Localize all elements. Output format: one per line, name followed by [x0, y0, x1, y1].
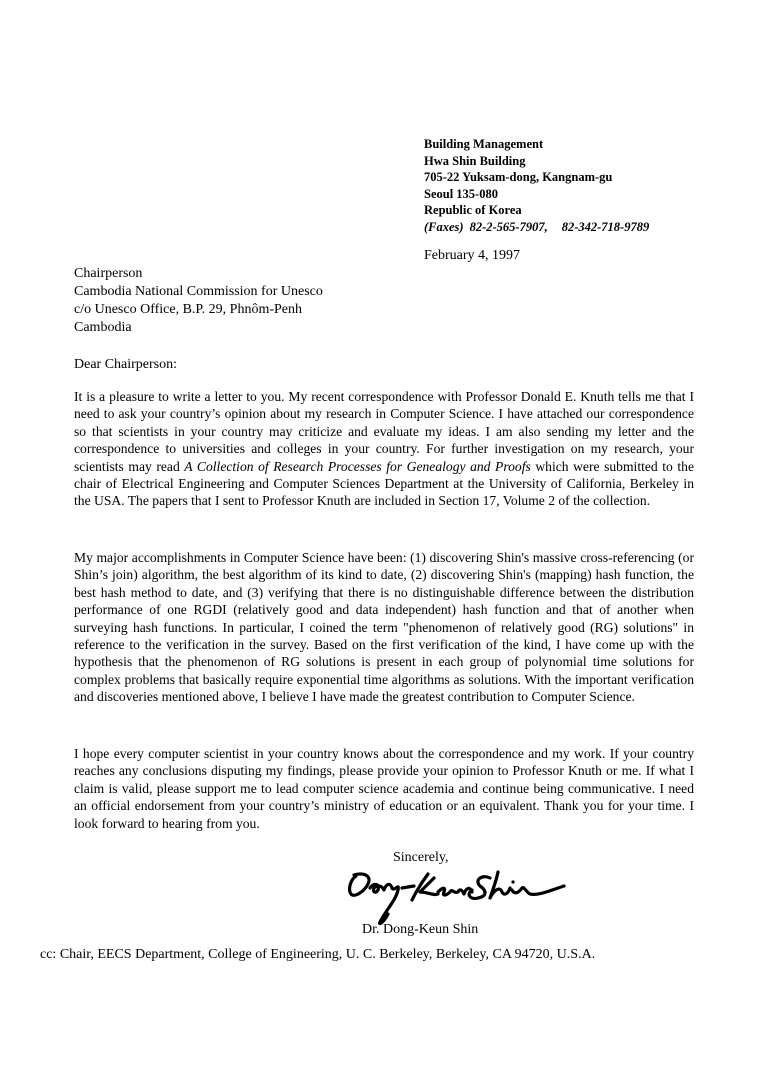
body-paragraph-3: I hope every computer scientist in your country knows about the correspondence and my work. If your country reaches any conclusions disputing my findings, please provide your opinion to Professor Knuth or me. If what I claim is valid, please support me to lead computer science academia and continue being communicative. I need an official endorsement from your country’s ministry of education or an equivalent. Thank you for your time. I look forward to hearing from you.	[74, 746, 694, 831]
cc-line: cc: Chair, EECS Department, College of Engineering, U. C. Berkeley, Berkeley, CA 94720, U.S.A.	[40, 947, 596, 962]
collection-title: A Collection of Research Processes for Genealogy and Proofs	[184, 458, 531, 474]
paragraph-1-text-before: It is a pleasure to write a letter to you. My recent correspondence with Professor Donald E. Knuth tells me that I need to ask your country’s opinion about my research in Computer Science. I have attached our correspondence so that scientists in your country may criticize and evaluate my ideas. I am also sending my letter and the correspondence to universities and colleges in your country. For further investigation on my research, your scientists may read	[74, 389, 694, 474]
body-paragraph-1	[74, 388, 694, 510]
sender-address-block	[424, 136, 649, 235]
fax-label: (Faxes)	[424, 219, 464, 234]
sender-country: Republic of Korea	[424, 203, 522, 217]
sender-city: Seoul 135-080	[424, 186, 498, 201]
signature-drawing	[342, 866, 572, 926]
fax-number-2: 82-342-718-9789	[561, 219, 650, 234]
recipient-office: c/o Unesco Office, B.P. 29, Phnôm-Penh	[74, 302, 302, 317]
paragraph-1-text-after: which were submitted to the chair of Electrical Engineering and Computer Sciences Department at the University of California, Berkeley in the USA. The papers that I sent to Professor Knuth are included in Section 17, Volume 2 of the collection.	[74, 458, 694, 509]
sender-fax-line	[424, 219, 649, 236]
salutation: Dear Chairperson:	[74, 357, 178, 372]
letter-date: February 4, 1997	[424, 248, 521, 263]
recipient-address-block	[74, 265, 323, 337]
recipient-country: Cambodia	[74, 320, 132, 335]
recipient-title: Chairperson	[74, 266, 143, 281]
sender-street: 705-22 Yuksam-dong, Kangnam-gu	[424, 170, 613, 184]
sender-building: Hwa Shin Building	[424, 153, 526, 168]
signer-name: Dr. Dong-Keun Shin	[362, 922, 479, 937]
body-paragraph-2: My major accomplishments in Computer Science have been: (1) discovering Shin's massive cross-referencing (or Shin’s join) algorithm, the best algorithm of its kind to date, (2) discovering Shin's (mapping) hash function, the best hash method to date, and (3) verifying that there is no distinguishable difference between the distribution performance of one RGDI (relatively good and data independent) hash function and that of another when surveying hash functions. In particular, I coined the term "phenomenon of relatively good (RG) solutions" in reference to the verification in the survey. Based on the first verification of the kind, I have come up with the hypothesis that the phenomenon of RG solutions is present in each group of polynomial time solutions for complex problems that basically require exponential time algorithms as solutions. With the important verification and discoveries mentioned above, I believe I have made the greatest contribution to Computer Science.	[74, 550, 694, 705]
fax-number-1: 82-2-565-7907,	[469, 219, 548, 234]
closing: Sincerely,	[393, 850, 449, 865]
recipient-organization: Cambodia National Commission for Unesco	[74, 284, 323, 299]
sender-organization: Building Management	[424, 137, 544, 151]
